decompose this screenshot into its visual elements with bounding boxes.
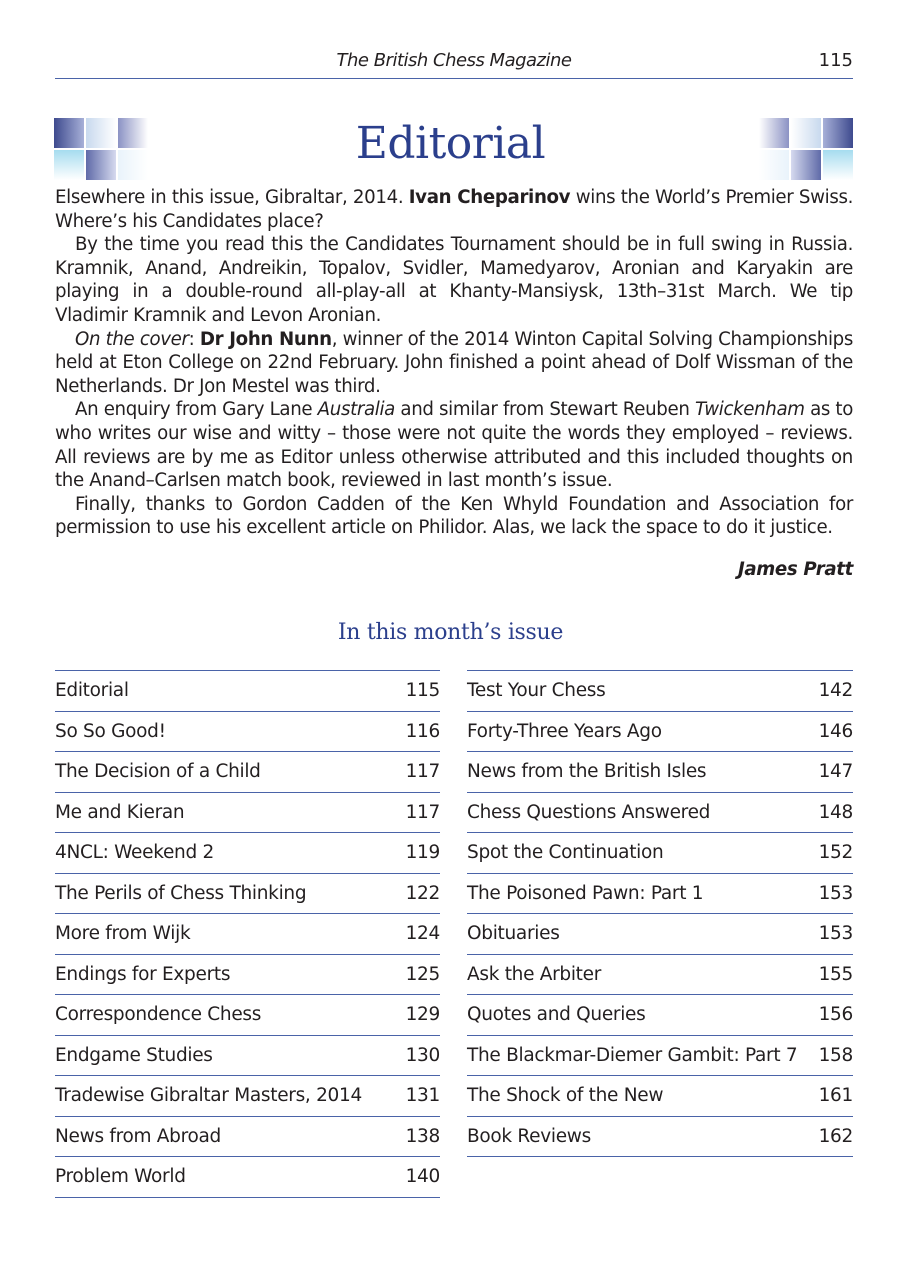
toc-entry — [55, 995, 440, 1036]
paragraph — [55, 328, 853, 399]
toc-entry-page: 153 — [818, 923, 853, 945]
toc-entry — [55, 833, 440, 874]
toc-entry-title: Ask the Arbiter — [467, 963, 602, 985]
toc-entry-title: The Blackmar-Diemer Gambit: Part 7 — [467, 1044, 798, 1066]
toc-entry — [467, 1076, 853, 1117]
toc-entry — [467, 793, 853, 834]
toc-entry-page: 129 — [405, 1004, 440, 1026]
toc-title: In this month’s issue — [337, 620, 564, 645]
toc-entry — [55, 874, 440, 915]
toc-entry-title: Chess Questions Answered — [467, 801, 711, 823]
toc-entry-page: 125 — [405, 963, 440, 985]
toc-entry-page: 148 — [818, 801, 853, 823]
toc-entry-page: 158 — [818, 1044, 853, 1066]
page-title: Editorial — [355, 118, 546, 169]
paragraph: Finally, thanks to Gordon Cadden of the Ken Whyld Foundation and Association for permission to use his excellent article on Philidor. Alas, we lack the space to do it justice. — [55, 493, 853, 539]
toc-entry-page: 117 — [405, 761, 440, 783]
toc-entry-page: 152 — [818, 842, 853, 864]
toc-entry — [55, 1117, 440, 1158]
italic-text: On the cover — [75, 328, 189, 350]
toc-entry-page: 162 — [818, 1125, 853, 1147]
toc-entry-page: 115 — [405, 680, 440, 702]
toc-right-column — [467, 670, 853, 1157]
toc-entry-page: 119 — [405, 842, 440, 864]
toc-entry-title: Spot the Continuation — [467, 842, 664, 864]
toc-entry-page: 147 — [818, 761, 853, 783]
toc-entry — [55, 793, 440, 834]
toc-entry-title: Forty-Three Years Ago — [467, 720, 662, 742]
toc-entry-page: 156 — [818, 1004, 853, 1026]
toc-entry-title: So So Good! — [55, 720, 166, 742]
toc-entry-page: 153 — [818, 882, 853, 904]
toc-entry — [467, 712, 853, 753]
text: as to who writes our wise and witty – those were not quite the words they employed – reviews. All reviews are by me as Editor unless otherwise attributed and this included thoughts on the Anand–Carlsen match book, reviewed in last month’s issue. — [55, 399, 853, 492]
toc-entry — [467, 671, 853, 712]
running-header — [55, 50, 853, 79]
toc-entry-page: 140 — [405, 1166, 440, 1188]
toc-entry-page: 130 — [405, 1044, 440, 1066]
toc-entry — [55, 671, 440, 712]
toc-entry — [467, 833, 853, 874]
toc-entry-title: Problem World — [55, 1166, 186, 1188]
toc-entry-title: Obituaries — [467, 923, 560, 945]
toc-entry-title: Correspondence Chess — [55, 1004, 262, 1026]
toc-entry — [55, 1076, 440, 1117]
toc-entry-title: The Decision of a Child — [55, 761, 261, 783]
toc-left-column — [55, 670, 440, 1198]
toc-entry-page: 146 — [818, 720, 853, 742]
text: Elsewhere in this issue, Gibraltar, 2014. — [55, 187, 409, 208]
toc-entry-page: 122 — [405, 882, 440, 904]
italic-text: Australia — [317, 399, 395, 421]
italic-text: Twickenham — [694, 399, 805, 421]
toc-entry-title: Test Your Chess — [467, 680, 606, 702]
page-number: 115 — [818, 50, 853, 71]
toc-entry — [467, 752, 853, 793]
toc-entry-title: More from Wijk — [55, 923, 191, 945]
paragraph — [55, 186, 853, 233]
toc-entry — [467, 1117, 853, 1158]
bold-name: Dr John Nunn — [199, 328, 332, 350]
toc-entry — [467, 914, 853, 955]
toc-entry-title: Book Reviews — [467, 1125, 591, 1147]
toc-entry-title: The Perils of Chess Thinking — [55, 882, 307, 904]
toc-entry — [55, 1157, 440, 1198]
text: and similar from Stewart Reuben — [394, 399, 695, 421]
toc-entry-page: 142 — [818, 680, 853, 702]
paragraph: By the time you read this the Candidates Tournament should be in full swing in Russia. Kramnik, Anand, Andreikin, Topalov, Svidler, Mamedyarov, Aronian and Karyakin are playing in a double-round all-play-all at Khanty-Mansiysk, 13th–31st March. We tip Vladimir Kramnik and Levon Aronian. — [55, 234, 853, 326]
signature: James Pratt — [737, 558, 853, 580]
toc-entry-title: 4NCL: Weekend 2 — [55, 842, 214, 864]
toc-entry-page: 155 — [818, 963, 853, 985]
toc-entry-title: Endings for Experts — [55, 963, 231, 985]
toc-entry — [55, 955, 440, 996]
toc-entry — [467, 874, 853, 915]
editorial-body — [55, 186, 853, 582]
paragraph — [55, 398, 853, 492]
toc-entry — [55, 712, 440, 753]
text: : — [188, 328, 200, 350]
toc-entry-title: News from Abroad — [55, 1125, 221, 1147]
toc-entry-title: News from the British Isles — [467, 761, 707, 783]
toc-entry — [55, 914, 440, 955]
text: wins the World’s Premier Swiss. Where’s his Candidates place? — [55, 187, 854, 232]
toc-entry — [467, 995, 853, 1036]
toc-entry — [467, 955, 853, 996]
toc-entry-title: The Poisoned Pawn: Part 1 — [467, 882, 704, 904]
toc-entry-page: 117 — [405, 801, 440, 823]
toc-entry-title: Tradewise Gibraltar Masters, 2014 — [55, 1085, 362, 1107]
text: , winner of the 2014 Winton Capital Solving Championships held at Eton College on 22nd February. John finished a point ahead of Dolf Wissman of the Netherlands. Dr Jon Mestel was third. — [55, 328, 853, 397]
toc-entry-title: Endgame Studies — [55, 1044, 213, 1066]
toc-entry-title: Editorial — [55, 680, 129, 702]
toc-entry-page: 138 — [405, 1125, 440, 1147]
toc-entry-page: 116 — [405, 720, 440, 742]
text: An enquiry from Gary Lane — [75, 399, 318, 421]
toc-entry — [467, 1036, 853, 1077]
toc-entry — [55, 752, 440, 793]
toc-entry-page: 124 — [405, 923, 440, 945]
toc-entry-title: Me and Kieran — [55, 801, 185, 823]
toc-entry — [55, 1036, 440, 1077]
bold-name: Ivan Cheparinov — [408, 187, 571, 208]
toc-entry-page: 161 — [818, 1085, 853, 1107]
magazine-name: The British Chess Magazine — [336, 50, 572, 71]
toc-entry-title: The Shock of the New — [467, 1085, 664, 1107]
toc-entry-page: 131 — [405, 1085, 440, 1107]
toc-entry-title: Quotes and Queries — [467, 1004, 646, 1026]
